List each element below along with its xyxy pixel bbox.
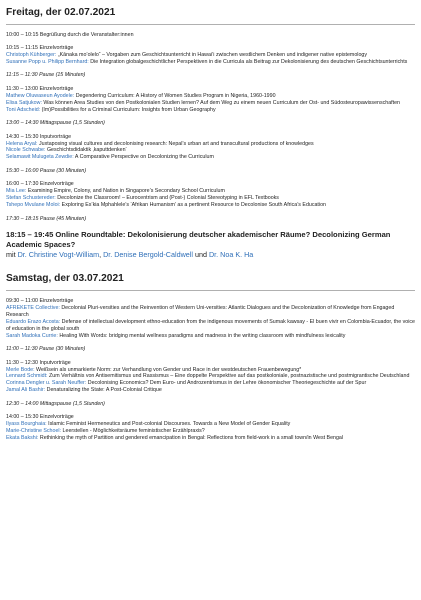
speaker-link[interactable]: Merle Bode: bbox=[6, 366, 35, 373]
day-section-friday bbox=[6, 0, 415, 260]
session-block bbox=[6, 414, 415, 442]
speaker-link[interactable]: Susanne Popp u. Philipp Bernhard: bbox=[6, 58, 89, 65]
participant-link[interactable]: Dr. Christine Vogt-William bbox=[17, 250, 100, 260]
speaker-link[interactable]: Mia Lee: bbox=[6, 188, 27, 195]
talk-entry bbox=[6, 421, 415, 428]
speaker-link[interactable]: Nicole Schwabe: bbox=[6, 147, 46, 154]
talk-title: Healing With Words: bridging mental wellness paradigms and madness in the writing classroom with mindfulness lexicality bbox=[59, 332, 346, 339]
talk-title: Was können Area Studies von den Postkolonialen Studien lernen? Auf dem Weg zu einem neuen Curriculum der Ost- und Südosteuropawissenschaften bbox=[43, 99, 400, 106]
speaker-link[interactable]: Jamal Ali Bashir: bbox=[6, 387, 46, 394]
talk-entry bbox=[6, 52, 415, 59]
day-section-saturday bbox=[6, 273, 415, 441]
session-time: 14:00 – 15:30 Einzelvorträge bbox=[6, 414, 74, 421]
talk-title: Decolonize the Classroom! – Eurocentrism and (Post-) Colonial Stereotyping in EFL Textbooks bbox=[57, 195, 279, 202]
talk-title: Rethinking the myth of Partition and gendered emancipation in Bengal: Reflections from field-work in a small town/in West Bengal bbox=[39, 434, 344, 441]
speaker-link[interactable]: Stefan Schustereder: bbox=[6, 195, 56, 202]
talk-entry bbox=[6, 319, 415, 333]
speaker-link[interactable]: Corinna Dengler u. Sarah Neuffer: bbox=[6, 380, 87, 387]
talk-title: Defense of intellectual development ethno-education from the indigenous movements of Sumak kawsay - El buen vivir en Colombia-Ecuador, the voice of education in the global south bbox=[6, 318, 415, 332]
pause-time: 17:30 – 18:15 Pause (45 Minuten) bbox=[6, 215, 87, 222]
talk-entry bbox=[6, 100, 415, 107]
speaker-link[interactable]: AFREKETE Collective: bbox=[6, 304, 60, 311]
speaker-link[interactable]: Lennard Schmidt: bbox=[6, 373, 48, 380]
pause-block bbox=[6, 401, 415, 408]
session-block bbox=[6, 360, 415, 395]
pause-block bbox=[6, 346, 415, 353]
roundtable-title: 18:15 – 19:45 Online Roundtable: Dekolonisierung deutscher akademischer Räume? Decolonizing German Academic Spaces? bbox=[6, 230, 391, 250]
session-time: 10:00 – 10:15 Begrüßung durch die Veranstalter:innen bbox=[6, 31, 134, 38]
session-time: 14:30 – 15:30 Inputvorträge bbox=[6, 133, 72, 140]
talk-entry bbox=[6, 373, 415, 380]
speaker-link[interactable]: Tshepo Mvulane Moloi: bbox=[6, 202, 61, 209]
pause-block bbox=[6, 120, 415, 127]
talk-title: Examining Empire, Colony, and Nation in Singapore’s Secondary School Curriculum bbox=[27, 188, 225, 195]
speaker-link[interactable]: Toni Adscheid: bbox=[6, 106, 41, 113]
speaker-link[interactable]: Selamawit Mulugeta Zewdie: bbox=[6, 154, 74, 161]
roundtable-participants bbox=[6, 250, 415, 260]
talk-title: Degendering Curriculum: A History of Women Studies Program in Nigeria, 1960-1990 bbox=[75, 92, 276, 99]
day-heading: Samstag, der 03.07.2021 bbox=[6, 273, 124, 285]
talk-entry bbox=[6, 59, 415, 66]
participants-separator: und bbox=[192, 250, 209, 260]
pause-time: 11:00 – 11:30 Pause (30 Minuten) bbox=[6, 346, 86, 353]
talk-entry bbox=[6, 387, 415, 394]
participants-separator: , bbox=[99, 250, 104, 260]
session-time: 09:30 – 11:00 Einzelvorträge bbox=[6, 298, 74, 305]
session-time: 11:30 – 12:30 Inputvorträge bbox=[6, 359, 71, 366]
schedule-list bbox=[6, 298, 415, 442]
talk-title: Decolonising Economics? Dem Euro- und Androzentrismus in der Lehre ökonomischer Theoriegeschichte auf der Spur bbox=[87, 380, 367, 387]
pause-time: 11:15 – 11:30 Pause (15 Minuten) bbox=[6, 72, 86, 79]
schedule-list bbox=[6, 32, 415, 223]
talk-entry bbox=[6, 188, 415, 195]
speaker-link[interactable]: Sarah Madoka Currie: bbox=[6, 332, 58, 339]
pause-block bbox=[6, 72, 415, 79]
talk-title: Denaturalizing the State: A Post-Colonial Critique bbox=[46, 387, 162, 394]
talk-title: Zum Verhältnis von Antisemitismus und Rassismus – Eine doppelte Perspektive auf das postkoloniale, postnazistische und postmigrantische Deutschland bbox=[49, 373, 410, 380]
talk-title: Exploring Es’kia Mphahlele’s ‘Afrikan Humanism’ as a pertinent Resource to Decolonise South Africa’s Education bbox=[61, 202, 326, 209]
heading-divider bbox=[6, 290, 415, 291]
participant-link[interactable]: Dr. Noa K. Ha bbox=[208, 250, 254, 260]
pause-block bbox=[6, 216, 415, 223]
talk-entry bbox=[6, 107, 415, 114]
talk-entry bbox=[6, 147, 415, 154]
talk-entry bbox=[6, 202, 415, 209]
talk-entry bbox=[6, 93, 415, 100]
talk-entry bbox=[6, 195, 415, 202]
speaker-link[interactable]: Mathew Oluwaseun Ayodele: bbox=[6, 92, 75, 99]
speaker-link[interactable]: Ilyass Bourghaia: bbox=[6, 421, 47, 428]
session-time: 10:15 – 11:15 Einzelvorträge bbox=[6, 45, 74, 52]
pause-time: 13:00 – 14:30 Mittagspause (1,5 Stunden) bbox=[6, 120, 105, 127]
heading-divider bbox=[6, 24, 415, 25]
talk-entry bbox=[6, 333, 415, 340]
pause-block bbox=[6, 168, 415, 175]
speaker-link[interactable]: Eduardo Erazo Acosta: bbox=[6, 318, 61, 325]
talk-entry bbox=[6, 367, 415, 374]
talk-entry bbox=[6, 154, 415, 161]
talk-title: „Kānaka mo’olelo“ – Vorgaben zum Geschichtsunterricht in Hawai’i zwischen westlichem Denken und indigener native epistemology bbox=[57, 52, 367, 58]
talk-title: Die Integration globalgeschichtlicher Perspektiven in die Curricula als Beitrag zur Dekolonisierung des deutschen Geschichtsunterrichts bbox=[90, 58, 408, 65]
speaker-link[interactable]: Elisa Satjukow: bbox=[6, 99, 42, 106]
session-block bbox=[6, 45, 415, 66]
talk-entry bbox=[6, 428, 415, 435]
speaker-link[interactable]: Helena Aryal: bbox=[6, 140, 38, 147]
talk-entry bbox=[6, 305, 415, 319]
session-block bbox=[6, 86, 415, 114]
talk-title: Weißsein als unmarkierte Norm: zur Verhandlung von Gender und Race in der westdeutschen Frauenbewegung* bbox=[36, 366, 302, 373]
talk-title: Geschichtsdidaktik ‚kaputtdenken‘ bbox=[46, 147, 127, 154]
session-time: 16:00 – 17:30 Einzelvorträge bbox=[6, 181, 74, 188]
participants-prefix: mit bbox=[6, 250, 18, 260]
speaker-link[interactable]: Marie-Christine Schoel: bbox=[6, 428, 62, 435]
talk-title: A Comparative Perspective on Decolonizing the Curriculum bbox=[74, 154, 214, 161]
talk-title: Islamic Feminist Hermeneutics and Post-colonial Discourses. Towards a New Model of Gender Equality bbox=[48, 421, 291, 428]
session-block bbox=[6, 134, 415, 162]
speaker-link[interactable]: Ekata Bakshi: bbox=[6, 434, 39, 441]
talk-entry bbox=[6, 141, 415, 148]
session-block bbox=[6, 181, 415, 209]
pause-time: 12:30 – 14:00 Mittagspause (1,5 Stunden) bbox=[6, 400, 105, 407]
talk-title: Juxtaposing visual cultures and decolonising research: Nepal’s urban art and transcultural productions of knowledges bbox=[39, 140, 314, 147]
speaker-link[interactable]: Christoph Kühberger: bbox=[6, 52, 57, 58]
session-time: 11:30 – 13:00 Einzelvorträge bbox=[6, 85, 74, 92]
talk-title: Leerstellen - Möglichkeitsräume feministischer Erzählpraxis? bbox=[62, 428, 205, 435]
participant-link[interactable]: Dr. Denise Bergold-Caldwell bbox=[103, 250, 193, 260]
talk-entry bbox=[6, 435, 415, 442]
talk-title: (Im)Possibilities for a Criminal Curriculum: Insights from Urban Geography bbox=[41, 106, 216, 113]
pause-time: 15:30 – 16:00 Pause (30 Minuten) bbox=[6, 167, 87, 174]
talk-title: Decolonial Pluri-versities and the Reinvention of Western Uni-versities: Atlantic Dialogues and the Decolonization of Knowledge from Engaged Research bbox=[6, 304, 395, 318]
session-block bbox=[6, 298, 415, 339]
talk-entry bbox=[6, 380, 415, 387]
opening-block bbox=[6, 32, 415, 39]
day-heading: Freitag, der 02.07.2021 bbox=[6, 7, 116, 18]
